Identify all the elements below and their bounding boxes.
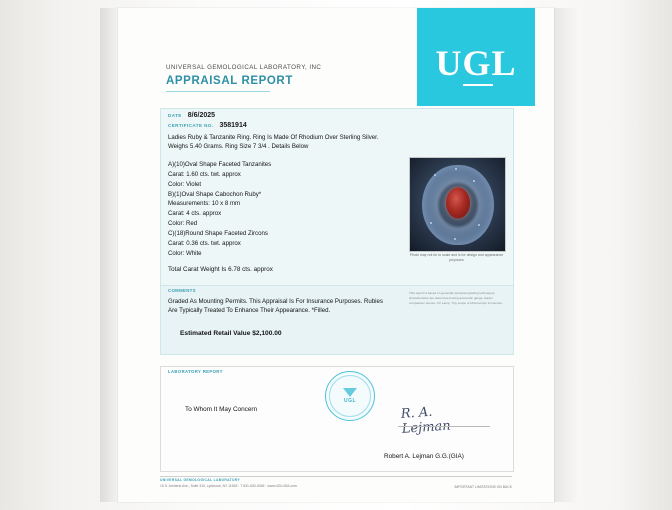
sparkle-icon (455, 168, 457, 170)
date-row (168, 112, 215, 119)
sparkle-icon (473, 180, 475, 182)
salutation: To Whom It May Concern (185, 406, 258, 413)
estimated-retail-value: Estimated Retail Value $2,100.00 (180, 330, 282, 337)
signature-line (398, 426, 490, 427)
sheet-shadow-left (100, 8, 120, 502)
sparkle-icon (434, 174, 436, 176)
logo-letter-g: G (462, 43, 492, 83)
footer-title: UNIVERSAL GEMOLOGICAL LABORATORY (160, 478, 241, 482)
stone-b-heading: B)(1)Oval Shape Cabochon Ruby* (168, 190, 262, 198)
certificate-value: 3581914 (219, 122, 247, 129)
signature: R. A. Lejman (400, 404, 452, 437)
ugl-logo-block (417, 8, 535, 106)
page-title: APPRAISAL REPORT (166, 75, 293, 87)
logo-letter-l: L (491, 43, 517, 83)
footer-divider (160, 476, 512, 477)
photo-disclaimer: This report is based on generally accepted grading techniques; characteristics are determined using automatic gauge, leader comparison stones, UV Lamp, Tiny scope or Microscopic immersion. (409, 291, 503, 305)
footer-note: IMPORTANT LIMITATIONS ON BACK (454, 485, 512, 489)
ruby-cabochon (446, 187, 470, 218)
title-underline (166, 91, 270, 92)
seal-text: UGL (343, 398, 357, 404)
gem-photo (409, 157, 506, 252)
stone-b-line-3: Color: Red (168, 220, 198, 228)
photo-caption: Photo may not be to scale and is for design and appearance purposes (409, 253, 504, 263)
sheet-shadow-right (552, 8, 578, 502)
certificate-row (168, 122, 247, 129)
stone-c-line-2: Color: White (168, 249, 202, 257)
stone-c-heading: C)(18)Round Shape Faceted Zircons (168, 230, 268, 238)
header-band (118, 8, 554, 104)
gem-photo-background (410, 158, 505, 251)
footer-address: 15 S. Amherst Ave., Suite 310, Lynbrook, NY 11563 · T 631-630-0046 · www.UGLUSA.com (160, 483, 297, 488)
sparkle-icon (430, 222, 432, 224)
footer-contact (160, 478, 360, 490)
seal-inner-ring (329, 375, 371, 417)
certificate-sheet (118, 8, 554, 502)
comments-text: Graded As Mounting Permits. This Appraisal Is For Insurance Purposes. Rubies Are Typically Treated To Enhance Their Appearance. *Filled. (168, 298, 383, 315)
date-label: DATE (168, 113, 182, 118)
logo-letter-u: U (435, 43, 463, 83)
comments-label: COMMENTS (168, 288, 196, 293)
date-value: 8/6/2025 (187, 112, 216, 119)
sparkle-icon (478, 224, 480, 226)
stone-a-line-1: Carat: 1.60 cts. twt. approx (168, 170, 241, 178)
certificate-label: CERTIFICATE NO. (168, 123, 214, 128)
signer-name: Robert A. Lejman G.G.(GIA) (384, 453, 464, 460)
ugl-logo-icon (435, 45, 516, 81)
item-description: Ladies Ruby & Tanzanite Ring. Ring Is Made Of Rhodium Over Sterling Silver. Weighs 5.40 Grams. Ring Size 7 3/4 . Details Below (168, 134, 379, 151)
stone-a-line-2: Color: Violet (168, 180, 202, 188)
stone-b-line-2: Carat: 4 cts. approx (168, 210, 222, 218)
stone-specifications (168, 160, 398, 259)
stone-b-line-1: Measurements: 10 x 8 mm (168, 200, 241, 208)
stone-a-heading: A)(10)Oval Shape Faceted Tanzanites (168, 161, 272, 168)
laboratory-report-label: LABORATORY REPORT (168, 369, 223, 374)
stone-c-line-1: Carat: 0.36 cts. twt. approx (168, 239, 241, 247)
organization-name: UNIVERSAL GEMOLOGICAL LABORATORY, INC (166, 64, 322, 71)
sparkle-icon (454, 238, 456, 240)
total-carat-weight: Total Carat Weight Is 6.78 cts. approx (168, 266, 273, 273)
